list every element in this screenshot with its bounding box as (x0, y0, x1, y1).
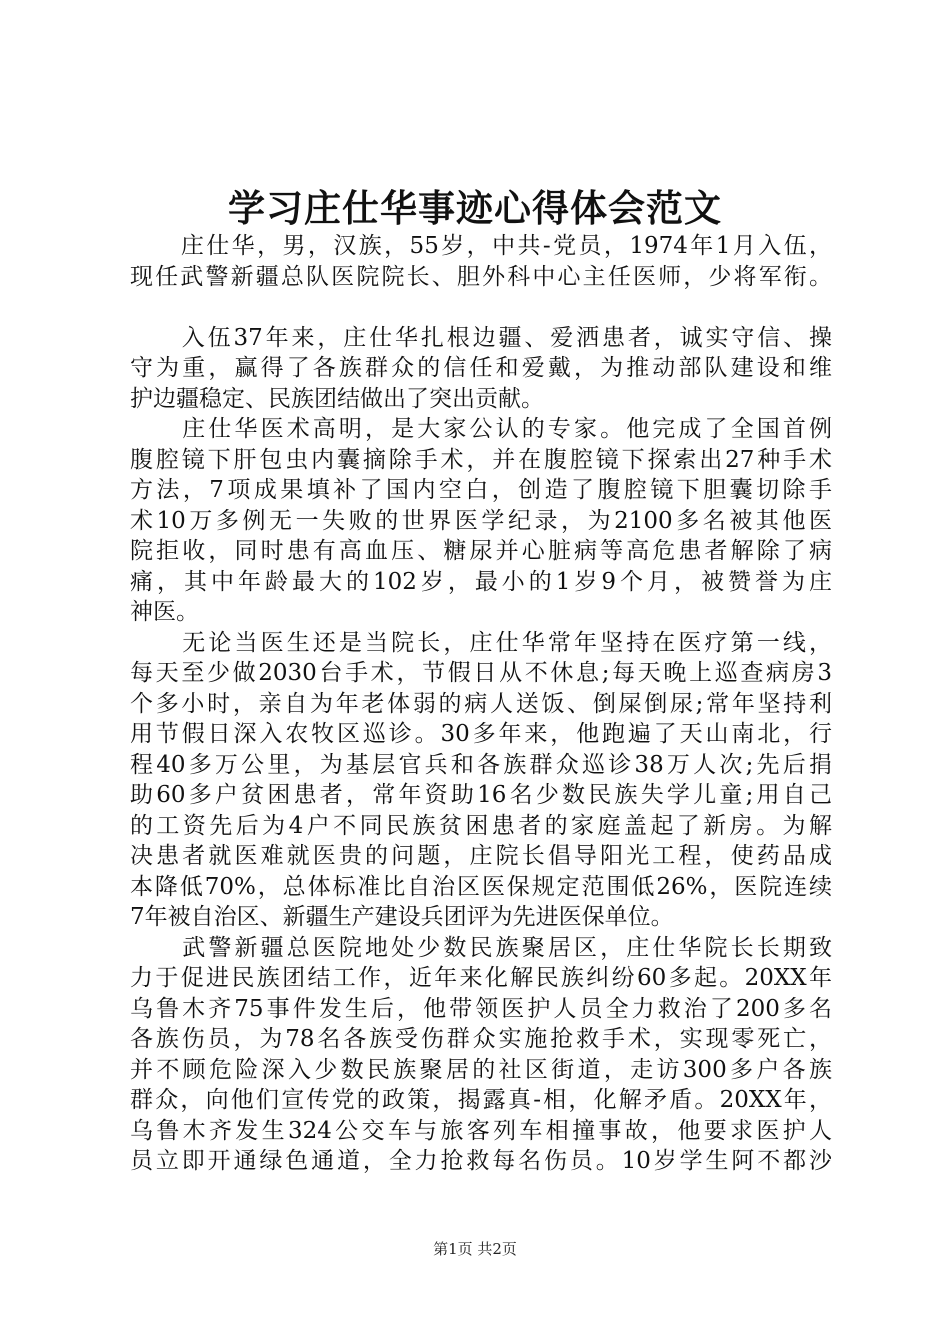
text-line: 痛，其中年龄最大的102岁，最小的1岁9个月，被赞誉为庄 (130, 568, 832, 595)
text-line: 院拒收，同时患有高血压、糖尿并心脏病等高危患者解除了病 (130, 538, 832, 564)
text-line: 腹腔镜下肝包虫内囊摘除手术，并在腹腔镜下探索出27种手术 (130, 446, 832, 473)
text-line (130, 292, 832, 323)
text-line: 助60多户贫困患者，常年资助16名少数民族失学儿童;用自己 (130, 782, 832, 808)
text-line: 无论当医生还是当院长，庄仕华常年坚持在医疗第一线， (130, 629, 832, 656)
text-line: 员立即开通绿色通道，全力抢救每名伤员。10岁学生阿不都沙 (130, 1148, 832, 1174)
text-line: 乌鲁木齐发生324公交车与旅客列车相撞事故，他要求医护人 (130, 1117, 832, 1144)
text-line: 术10万多例无一失败的世界医学纪录，为2100多名被其他医 (130, 507, 832, 534)
text-line: 各族伤员，为78名各族受伤群众实施抢救手术，实现零死亡， (130, 1026, 832, 1052)
text-line: 神医。 (130, 599, 199, 625)
page-footer: 第1页 共2页 (433, 1240, 517, 1258)
text-line: 入伍37年来，庄仕华扎根边疆、爱洒患者，诚实守信、操 (130, 324, 832, 351)
text-line: 护边疆稳定、民族团结做出了突出贡献。 (130, 385, 544, 412)
text-line: 个多小时，亲自为年老体弱的病人送饭、倒屎倒尿;常年坚持利 (130, 690, 832, 717)
text-line: 庄仕华医术高明，是大家公认的专家。他完成了全国首例 (130, 416, 832, 442)
text-line: 现任武警新疆总队医院院长、胆外科中心主任医师，少将军衔。 (130, 263, 832, 290)
text-line: 武警新疆总医院地处少数民族聚居区，庄仕华院长长期致 (130, 934, 832, 961)
text-line: 群众，向他们宣传党的政策，揭露真-相，化解矛盾。20XX年， (130, 1087, 832, 1113)
text-line: 用节假日深入农牧区巡诊。30多年来，他跑遍了天山南北，行 (130, 721, 832, 747)
text-line: 本降低70%，总体标准比自治区医保规定范围低26%，医院连续 (130, 873, 832, 900)
text-line: 7年被自治区、新疆生产建设兵团评为先进医保单位。 (130, 904, 674, 930)
text-line: 守为重，赢得了各族群众的信任和爱戴，为推动部队建设和维 (130, 355, 832, 381)
text-line: 庄仕华，男，汉族，55岁，中共-党员，1974年1月入伍， (130, 233, 832, 259)
text-line: 乌鲁木齐75事件发生后，他带领医护人员全力救治了200多名 (130, 995, 832, 1022)
text-line: 程40多万公里，为基层官兵和各族群众巡诊38万人次;先后捐 (130, 751, 832, 778)
text-line: 的工资先后为4户不同民族贫困患者的家庭盖起了新房。为解 (130, 812, 832, 839)
text-line: 并不顾危险深入少数民族聚居的社区街道，走访300多户各族 (130, 1056, 832, 1083)
document-title: 学习庄仕华事迹心得体会范文 (228, 186, 722, 230)
text-line: 方法，7项成果填补了国内空白，创造了腹腔镜下胆囊切除手 (130, 477, 832, 503)
text-line: 决患者就医难就医贵的问题，庄院长倡导阳光工程，使药品成 (130, 843, 832, 869)
document-body (130, 231, 832, 1177)
text-line: 每天至少做2030台手术，节假日从不休息;每天晚上巡查病房3 (130, 660, 832, 686)
text-line: 力于促进民族团结工作，近年来化解民族纠纷60多起。20XX年 (130, 965, 832, 991)
